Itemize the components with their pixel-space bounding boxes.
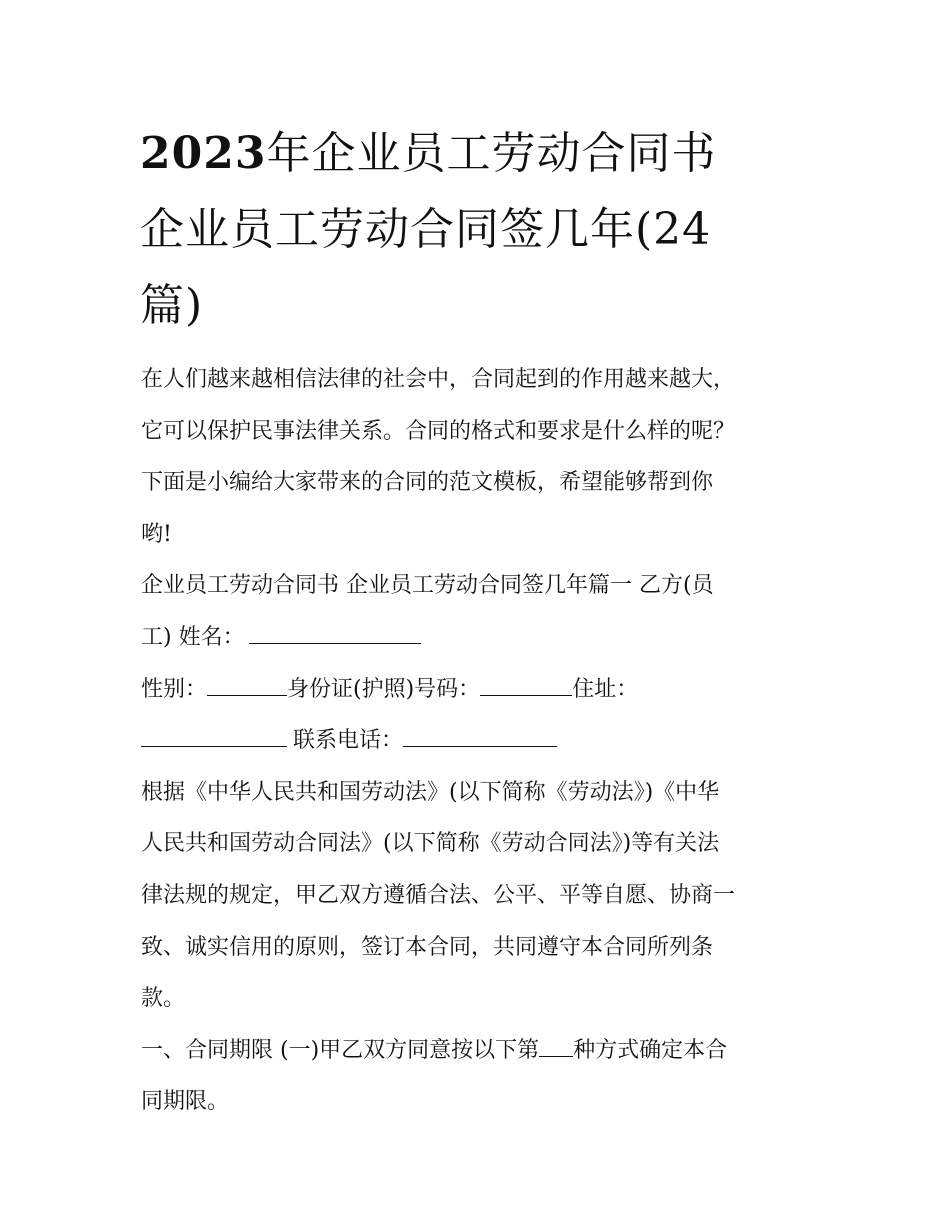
- paragraph-basis-line-4: 致、诚实信用的原则，签订本合同，共同遵守本合同所列条: [141, 934, 714, 960]
- title-line-2: 企业员工劳动合同签几年(24: [140, 204, 712, 255]
- section-heading-line-1: 企业员工劳动合同书 企业员工劳动合同签几年篇一 乙方(员: [141, 573, 714, 599]
- id-number-label: 身份证(护照)号码：: [287, 676, 481, 702]
- gender-label: 性别：: [141, 676, 208, 702]
- paragraph-basis-line-1: 根据《中华人民共和国劳动法》(以下简称《劳动法》)《中华: [141, 779, 720, 805]
- paragraph-intro-line-1: 在人们越来越相信法律的社会中，合同起到的作用越来越大，: [141, 367, 736, 392]
- paragraph-basis-line-5: 款。: [141, 986, 186, 1012]
- employee-name-line: [141, 612, 821, 664]
- title-line-1-text: 年企业员工劳动合同书: [266, 128, 717, 179]
- contract-term-line-2: 同期限。: [141, 1089, 230, 1115]
- paragraph-basis-line-2: 人民共和国劳动合同法》(以下简称《劳动合同法》)等有关法: [141, 831, 720, 857]
- contract-term-line-1: [141, 1025, 821, 1077]
- address-phone-line: [141, 715, 821, 767]
- employee-name-label: 工) 姓名：: [141, 624, 245, 650]
- address-label: 住址：: [572, 676, 639, 702]
- paragraph-intro-line-4: 哟!: [141, 521, 172, 547]
- document-body: [141, 354, 821, 1128]
- id-number-blank: [480, 675, 572, 696]
- address-blank: [141, 726, 287, 747]
- document-title: [140, 116, 820, 344]
- contract-term-blank: [539, 1036, 573, 1057]
- paragraph-basis-line-3: 律法规的规定，甲乙双方遵循合法、公平、平等自愿、协商一: [141, 882, 736, 908]
- phone-label: 联系电话：: [293, 728, 404, 754]
- gender-blank: [207, 675, 287, 696]
- gender-id-address-line: [141, 664, 821, 716]
- phone-blank: [403, 726, 557, 747]
- contract-term-text-1: 一、合同期限 (一)甲乙双方同意按以下第: [141, 1037, 540, 1063]
- paragraph-intro-line-2: 它可以保护民事法律关系。合同的格式和要求是什么样的呢？: [141, 418, 736, 444]
- employee-name-blank: [249, 623, 421, 644]
- title-line-1: [140, 116, 820, 192]
- title-line-3: 篇): [140, 280, 204, 331]
- contract-term-text-2: 种方式确定本合: [573, 1037, 728, 1063]
- title-year: 2023: [140, 128, 267, 179]
- paragraph-intro-line-3: 下面是小编给大家带来的合同的范文模板，希望能够帮到你: [141, 470, 714, 496]
